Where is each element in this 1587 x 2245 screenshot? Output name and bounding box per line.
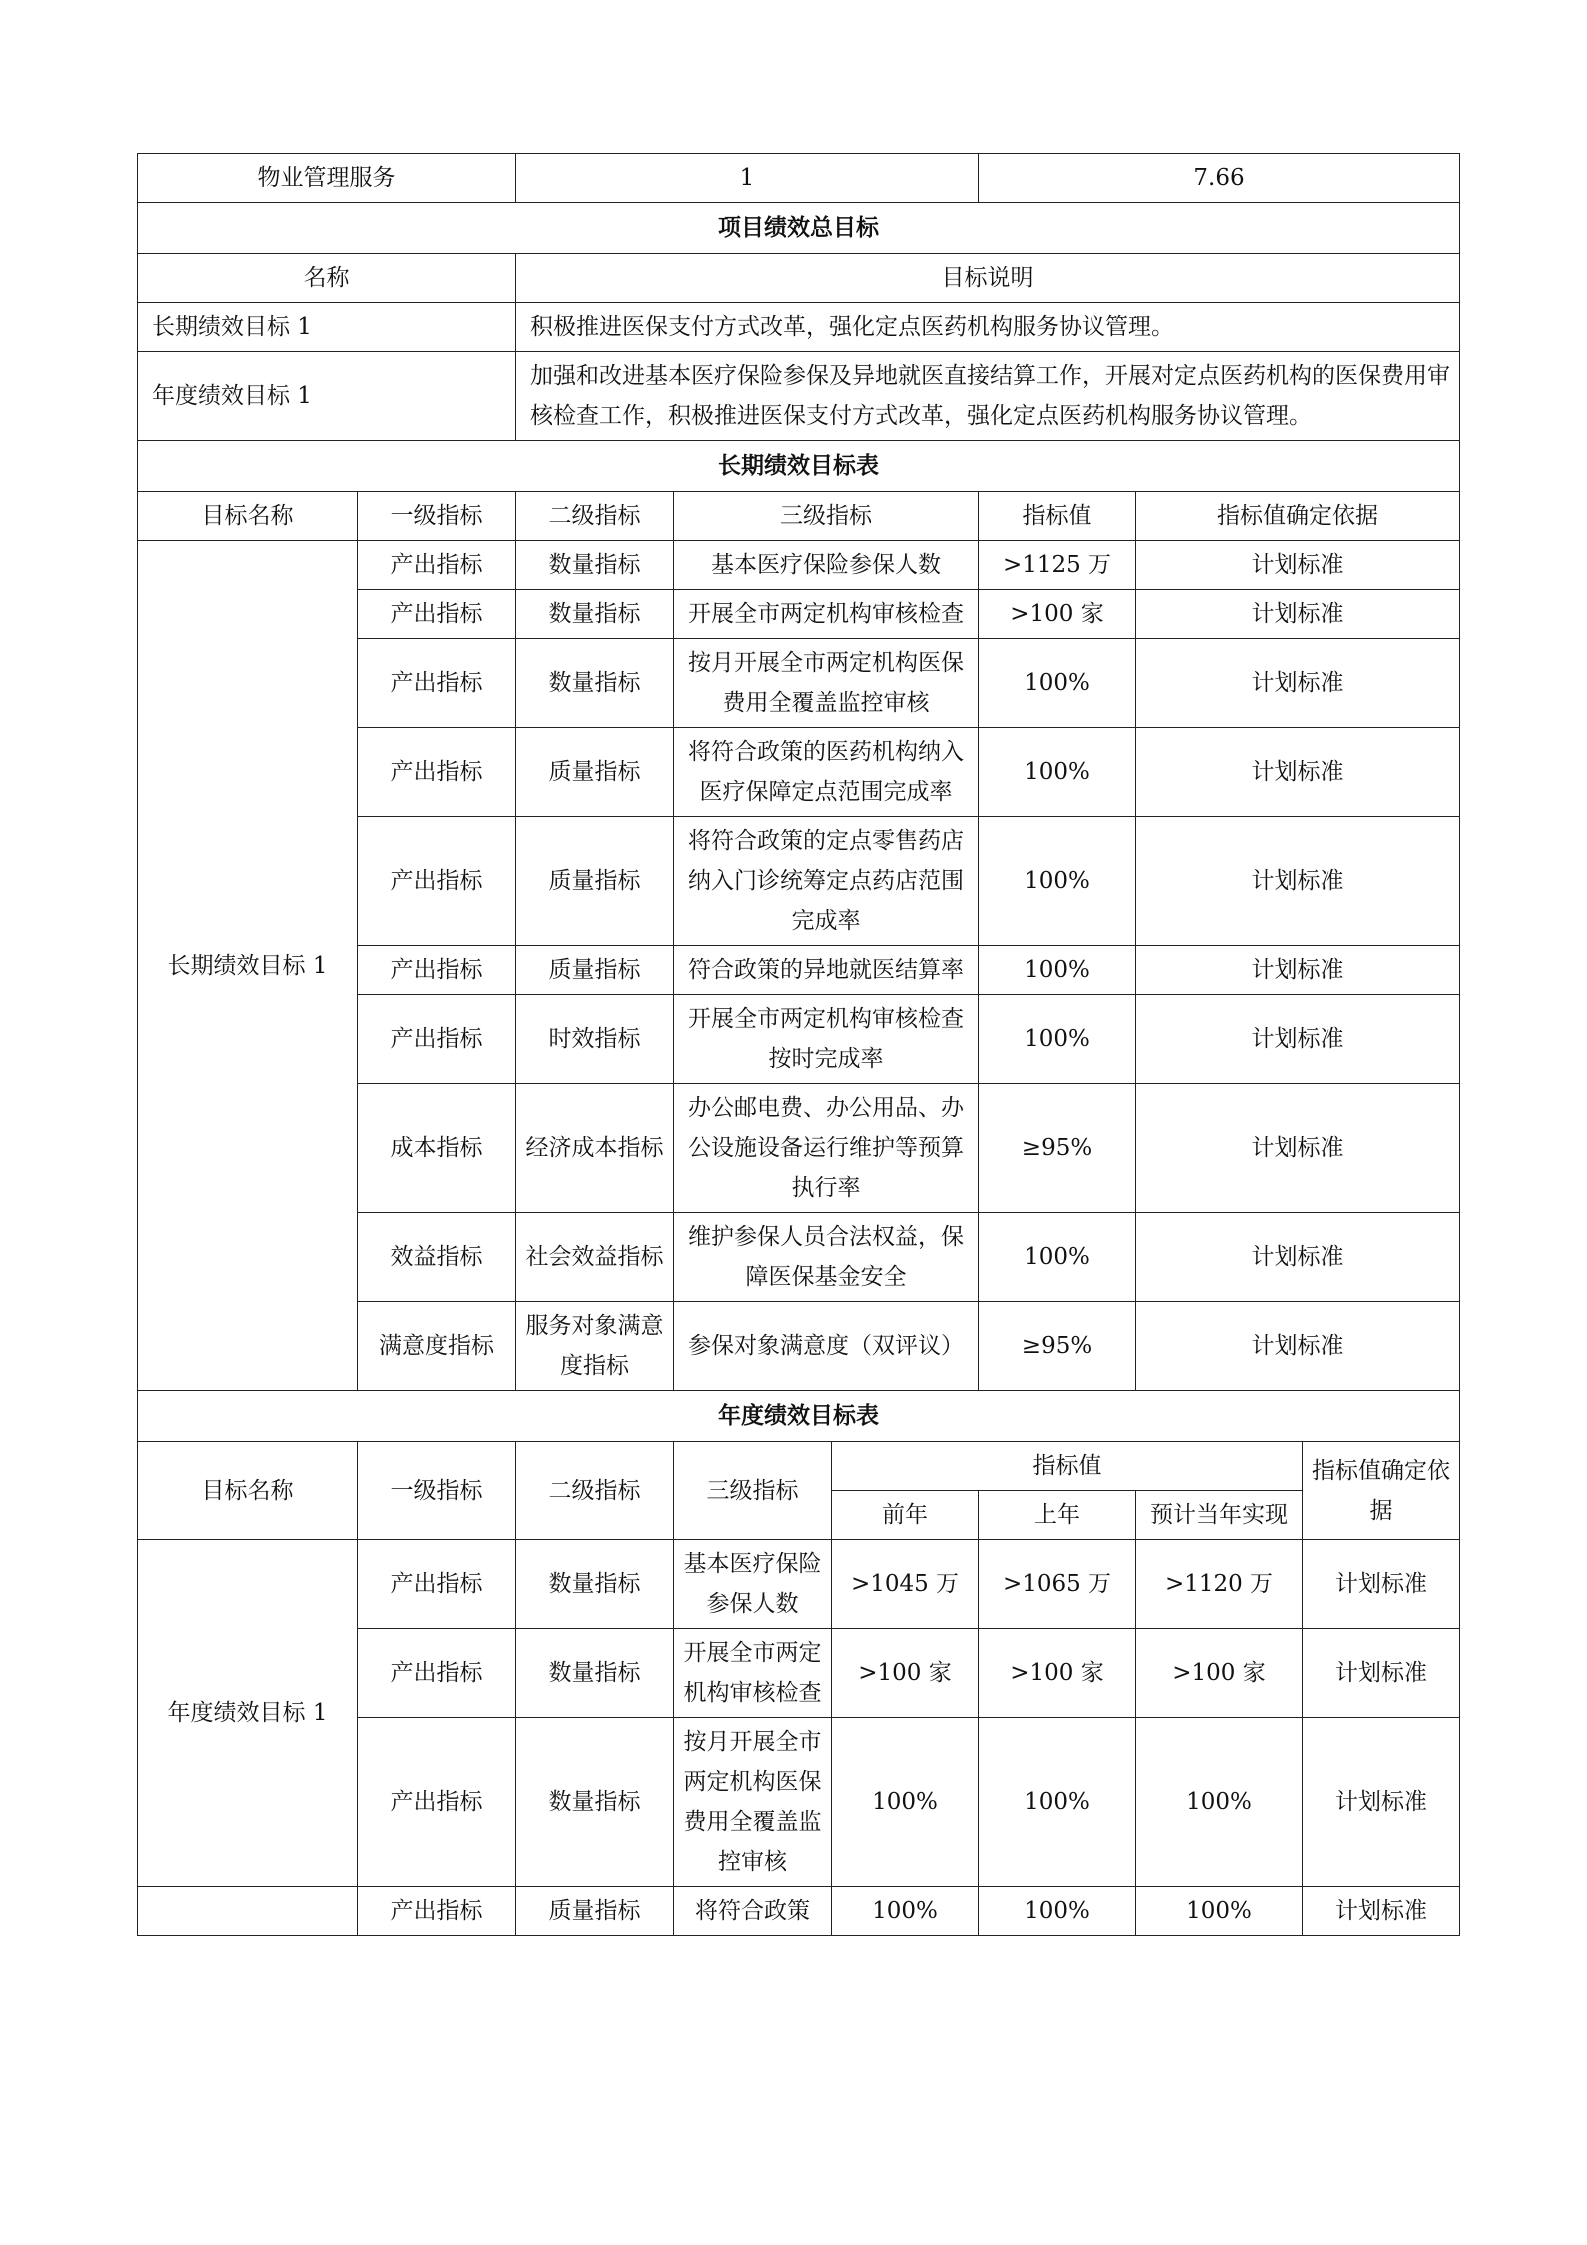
lt-l2: 服务对象满意度指标 — [516, 1302, 674, 1391]
an-prev: 100% — [832, 1718, 979, 1887]
an-goal-name-continued — [138, 1887, 358, 1936]
document-page — [137, 153, 1459, 1936]
an-header-value-group: 指标值 — [832, 1442, 1303, 1491]
an-l3: 基本医疗保险参保人数 — [674, 1540, 832, 1629]
lt-l3: 维护参保人员合法权益，保障医保基金安全 — [674, 1213, 979, 1302]
table-row — [138, 1887, 1460, 1936]
lt-basis: 计划标准 — [1136, 1213, 1460, 1302]
overall-row-desc: 加强和改进基本医疗保险参保及异地就医直接结算工作，开展对定点医药机构的医保费用审核检查工作，积极推进医保支付方式改革，强化定点医药机构服务协议管理。 — [516, 352, 1460, 441]
an-l2: 质量指标 — [516, 1887, 674, 1936]
table-row — [138, 541, 1460, 590]
overall-row — [138, 303, 1460, 352]
lt-basis: 计划标准 — [1136, 541, 1460, 590]
lt-header-l3: 三级指标 — [674, 492, 979, 541]
an-expected: 100% — [1136, 1887, 1303, 1936]
an-header-last: 上年 — [979, 1491, 1136, 1540]
lt-l1: 产出指标 — [358, 728, 516, 817]
fund-row — [138, 154, 1460, 203]
lt-header-l1: 一级指标 — [358, 492, 516, 541]
lt-l1: 产出指标 — [358, 590, 516, 639]
lt-header-basis: 指标值确定依据 — [1136, 492, 1460, 541]
lt-value: >1125 万 — [979, 541, 1136, 590]
an-header-l2: 二级指标 — [516, 1442, 674, 1540]
lt-header-value: 指标值 — [979, 492, 1136, 541]
lt-value: 100% — [979, 639, 1136, 728]
lt-basis: 计划标准 — [1136, 1302, 1460, 1391]
lt-l3: 开展全市两定机构审核检查 — [674, 590, 979, 639]
an-expected: >100 家 — [1136, 1629, 1303, 1718]
fund-amount: 1 — [516, 154, 979, 203]
overall-header-row — [138, 254, 1460, 303]
overall-col-name: 名称 — [138, 254, 516, 303]
an-header-name: 目标名称 — [138, 1442, 358, 1540]
lt-basis: 计划标准 — [1136, 590, 1460, 639]
an-expected: >1120 万 — [1136, 1540, 1303, 1629]
an-last: >1065 万 — [979, 1540, 1136, 1629]
an-l1: 产出指标 — [358, 1887, 516, 1936]
lt-l2: 质量指标 — [516, 946, 674, 995]
lt-header-l2: 二级指标 — [516, 492, 674, 541]
an-l2: 数量指标 — [516, 1718, 674, 1887]
overall-row-name: 年度绩效目标 1 — [138, 352, 516, 441]
table-row — [138, 1540, 1460, 1629]
lt-l2: 数量指标 — [516, 639, 674, 728]
annual-title: 年度绩效目标表 — [138, 1391, 1460, 1442]
an-header-basis: 指标值确定依据 — [1303, 1442, 1460, 1540]
long-term-header-row — [138, 492, 1460, 541]
lt-l1: 满意度指标 — [358, 1302, 516, 1391]
lt-basis: 计划标准 — [1136, 995, 1460, 1084]
overall-row-name: 长期绩效目标 1 — [138, 303, 516, 352]
lt-l2: 数量指标 — [516, 541, 674, 590]
lt-l3: 按月开展全市两定机构医保费用全覆盖监控审核 — [674, 639, 979, 728]
an-l3: 将符合政策 — [674, 1887, 832, 1936]
an-l3: 按月开展全市两定机构医保费用全覆盖监控审核 — [674, 1718, 832, 1887]
lt-header-name: 目标名称 — [138, 492, 358, 541]
lt-value: 100% — [979, 946, 1136, 995]
lt-value: 100% — [979, 817, 1136, 946]
lt-l2: 质量指标 — [516, 817, 674, 946]
an-prev: >100 家 — [832, 1629, 979, 1718]
an-l1: 产出指标 — [358, 1629, 516, 1718]
lt-l2: 经济成本指标 — [516, 1084, 674, 1213]
annual-header-row — [138, 1442, 1460, 1491]
an-expected: 100% — [1136, 1718, 1303, 1887]
overall-row — [138, 352, 1460, 441]
long-term-title: 长期绩效目标表 — [138, 441, 1460, 492]
lt-value: 100% — [979, 728, 1136, 817]
lt-value: 100% — [979, 995, 1136, 1084]
an-basis: 计划标准 — [1303, 1887, 1460, 1936]
lt-basis: 计划标准 — [1136, 817, 1460, 946]
lt-l3: 参保对象满意度（双评议） — [674, 1302, 979, 1391]
lt-l3: 将符合政策的定点零售药店纳入门诊统筹定点药店范围完成率 — [674, 817, 979, 946]
overall-col-desc: 目标说明 — [516, 254, 1460, 303]
overall-row-desc: 积极推进医保支付方式改革，强化定点医药机构服务协议管理。 — [516, 303, 1460, 352]
an-l3: 开展全市两定机构审核检查 — [674, 1629, 832, 1718]
an-l1: 产出指标 — [358, 1718, 516, 1887]
an-prev: 100% — [832, 1887, 979, 1936]
lt-l1: 产出指标 — [358, 995, 516, 1084]
lt-goal-name: 长期绩效目标 1 — [138, 541, 358, 1391]
lt-l3: 开展全市两定机构审核检查按时完成率 — [674, 995, 979, 1084]
lt-value: >100 家 — [979, 590, 1136, 639]
lt-l3: 办公邮电费、办公用品、办公设施设备运行维护等预算执行率 — [674, 1084, 979, 1213]
lt-value: ≥95% — [979, 1084, 1136, 1213]
an-basis: 计划标准 — [1303, 1540, 1460, 1629]
an-basis: 计划标准 — [1303, 1629, 1460, 1718]
lt-l1: 产出指标 — [358, 639, 516, 728]
lt-l1: 产出指标 — [358, 817, 516, 946]
lt-basis: 计划标准 — [1136, 1084, 1460, 1213]
an-last: >100 家 — [979, 1629, 1136, 1718]
an-basis: 计划标准 — [1303, 1718, 1460, 1887]
lt-basis: 计划标准 — [1136, 946, 1460, 995]
lt-l3: 符合政策的异地就医结算率 — [674, 946, 979, 995]
an-header-expected: 预计当年实现 — [1136, 1491, 1303, 1540]
an-goal-name: 年度绩效目标 1 — [138, 1540, 358, 1887]
lt-l2: 数量指标 — [516, 590, 674, 639]
performance-table — [137, 153, 1460, 1936]
an-header-l1: 一级指标 — [358, 1442, 516, 1540]
an-l1: 产出指标 — [358, 1540, 516, 1629]
an-last: 100% — [979, 1718, 1136, 1887]
lt-l1: 产出指标 — [358, 946, 516, 995]
lt-l1: 产出指标 — [358, 541, 516, 590]
lt-value: ≥95% — [979, 1302, 1136, 1391]
lt-l3: 将符合政策的医药机构纳入医疗保障定点范围完成率 — [674, 728, 979, 817]
lt-value: 100% — [979, 1213, 1136, 1302]
an-l2: 数量指标 — [516, 1540, 674, 1629]
overall-goal-title: 项目绩效总目标 — [138, 203, 1460, 254]
lt-l2: 质量指标 — [516, 728, 674, 817]
lt-l1: 效益指标 — [358, 1213, 516, 1302]
lt-basis: 计划标准 — [1136, 639, 1460, 728]
lt-l1: 成本指标 — [358, 1084, 516, 1213]
an-header-l3: 三级指标 — [674, 1442, 832, 1540]
an-header-prev: 前年 — [832, 1491, 979, 1540]
lt-basis: 计划标准 — [1136, 728, 1460, 817]
fund-total: 7.66 — [979, 154, 1460, 203]
lt-l2: 时效指标 — [516, 995, 674, 1084]
an-last: 100% — [979, 1887, 1136, 1936]
an-l2: 数量指标 — [516, 1629, 674, 1718]
lt-l3: 基本医疗保险参保人数 — [674, 541, 979, 590]
fund-name: 物业管理服务 — [138, 154, 516, 203]
lt-l2: 社会效益指标 — [516, 1213, 674, 1302]
an-prev: >1045 万 — [832, 1540, 979, 1629]
